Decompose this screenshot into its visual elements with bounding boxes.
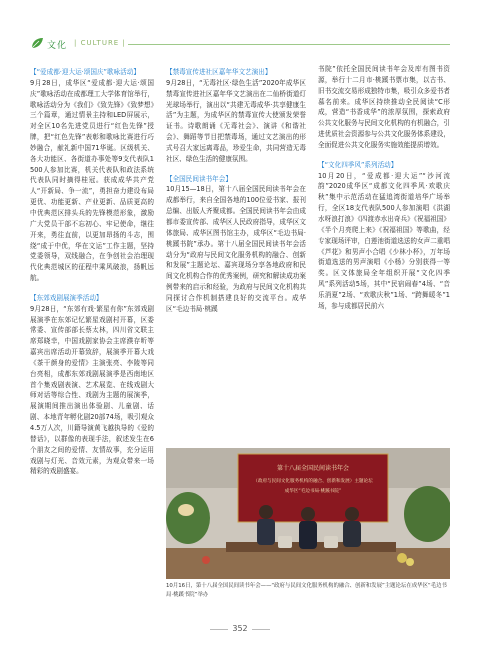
page-footer	[0, 624, 480, 636]
event-body-singing: 9月28日，成华区“爱成都·迎大运·颂国庆”歌咏活动在成都理工大学体育馆举行，歌咏活动分为《我们》《致先锋》《致梦想》三个篇章，通过情景主持和LED屏展示，对全区10名先进党员进行“红色先锋”授牌，把“红色先锋”表彰和歌咏比赛进行巧妙融合，献礼新中国71华诞。区级机关、各大功能区、各街道办事处等9支代表队1 500人参加比赛，机关代表队和政法系统代表队同时摘得桂冠。获成成华共产党人“开新局、争一流”，勇担奋力建设布局更优、功能更新、产业更新、品质更高的中优典范区排头兵的先锋模范形象，激励广大党员干部不忘初心、牢记使命，继往开来，勇往直前，以更加昂扬的斗志，围绕“成于中优，华在文运”工作主题，坚持党委领导，双线融合，在争创社会治理现代化典范城区的征程中乘风破浪，扬帆远航。	[30, 78, 154, 283]
column-2	[166, 64, 306, 315]
person-right	[343, 507, 361, 547]
section-title-en: | CULTURE |	[74, 39, 126, 47]
person-left	[257, 505, 275, 545]
event-body-antidrug: 9月28日，“无毒社区·绿色生活”2020年成华区禁毒宣传进社区嘉年华文艺演出在二仙桥街道灯光球场举行，演出以“共建无毒成华·共享健康生活”为主题，为成华区的禁毒宣传大使颁发荣誉证书。诗歌朗诵《无毒社会》、演讲《和谐社会》、舞蹈等节目把禁毒场，通过文艺演出的形式号召大家远离毒品，珍爱生命，共同营造无毒社区、绿色生活的健康氛围。	[166, 78, 306, 163]
page-number: 352	[232, 624, 248, 633]
banner-line-2: （政府与民间文化服务机构的融合、创新和发展）主题论坛	[253, 479, 373, 484]
event-heading-theatre: 【东郊戏剧展演季活动】	[30, 293, 103, 302]
event-heading-antidrug: 【禁毒宣传进社区嘉年华文艺演出】	[166, 68, 272, 76]
event-body-reading-cont: 书院”依托全国民间读书年会及库有图书资源，举行十二月市·桃蹊书票市集，以古书、旧书交流交易形成独特市集，吸引众多爱书者慕名前来。成华区持续推动全民阅读“C形成，营造“书香成华”的浓厚氛围，探索政府公共文化服务与民间文化机构的有机融合，引进优质社会资源参与公共文化服务体系建设，全面促进公共文化服务实施效能提质增效。	[318, 65, 450, 149]
event-heading-four-seasons: 【“文化四季风”系列活动】	[318, 160, 398, 169]
event-heading-reading: 【全国民间读书年会】	[166, 174, 232, 183]
banner-line-1: 第十八届全国民间读书年会	[276, 465, 350, 472]
event-heading-singing: 【“爱成都·迎大运·颂国庆”歌咏活动】	[30, 68, 140, 76]
photo-caption: 10月16日，第十八届全国民间读书年会——“政府与民间文化服务机构的融合、创新和发展”主题论坛在成华区“毛边书局·桃蹊书院”举办	[166, 583, 447, 598]
section-title: 文化	[47, 41, 68, 51]
column-1	[30, 64, 154, 477]
event-body-theatre: 9月28日，“东郊有戏·繁星有你”东郊戏剧展演季在东郊记忆繁星戏剧村开幕，区委常委、宣传部部长蔡太林，四川省文联主席郑晓幸，中国戏剧家协会主席濮存昕等嘉宾出席活动开幕致辞，展演季开幕大戏《茶干颜身的爱情》主演张亮、李陵等同台亮相，成都东郊戏剧展演季是西南地区首个集戏剧表演、艺术展览、在线戏剧大师对话等综合性、戏剧为主题的展演季，展演期间推出演出体验剧、儿童剧、话剧、本地青年孵化剧20部74场，吸引观众4.5万人次，川籍导演黄飞越执导的《爱的替话》，以群像的表现手法，叙述发生在6个朋友之间的爱情、友情故事，充分运用戏剧与灯光、音效元素，为观众带来一场精彩的戏剧盛宴。	[30, 304, 154, 476]
person-center	[299, 507, 317, 549]
header-rule	[128, 44, 450, 45]
forum-photo	[166, 448, 450, 579]
column-3	[318, 64, 450, 312]
leaf-icon	[30, 37, 44, 50]
event-body-four-seasons: 10月20日，“爱成都·迎大运”“沙河流韵”2020成华区“成都文化四季风·欢歌庆秋”集中示范活动在猛追湾街道培华广场举行，全区18支代表队500人参加演唱《洪湖水呀浪打浪》《四渡赤水出奇兵》《祝福祖国》《半个月亮爬上来》《祝福祖国》等歌曲，经专家现场评审，白莲池街道选送的女声二重唱《芦花》和男声小合唱《少林小杯》，万年场街道选送的男声演唱《小杨》分别获得一等奖。区文体旅局全年组织开展“文化四季风”系列活动5场，其中“民宿闹春”4场、“音乐消夏”2场、“欢歌庆秋”1场、“跨舞暖冬”1场，参与成都居民前六	[318, 171, 450, 310]
banner-line-3: 成华区“毛边书局·桃蹊书院”	[284, 489, 342, 494]
footer-dash-right	[252, 629, 270, 630]
section-header	[30, 36, 450, 52]
event-body-reading: 10月15—18日，第十八届全国民间读书年会在成都举行，来自全国各地的100位爱书家、报刊总编、出版人齐聚成都。全国民间读书年会由成都市委宣传部、成华区人民政府指导，成华区文体旅局、成华区图书馆主办，成华区“毛边书局·桃蹊书院”承办。第十八届全国民间读书年会活动分为“政府与民间文化服务机构的融合、创新和发展”主题论坛、嘉宾现场分享各地政府和民间文化机构合作的优秀案例，研究和解读成功案例带来的启示和经验，为政府与民间文化机构共同探讨合作机制搭建良好的交流平台。成华区“毛边书局·桃蹊	[166, 185, 306, 313]
